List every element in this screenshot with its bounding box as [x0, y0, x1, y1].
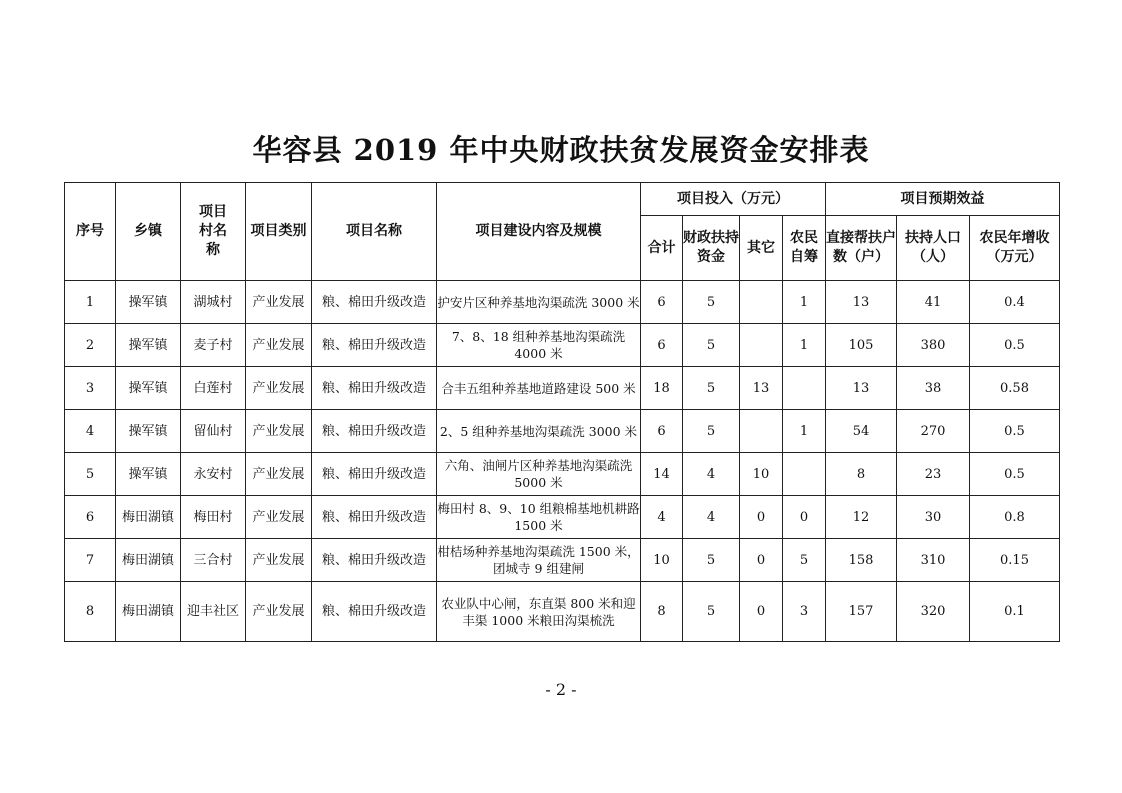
cell-fiscal: 5	[683, 367, 740, 410]
funding-table	[64, 182, 1060, 642]
cell-category: 产业发展	[246, 582, 312, 642]
header-other: 其它	[740, 216, 783, 281]
cell-seq: 1	[65, 281, 116, 324]
cell-category: 产业发展	[246, 453, 312, 496]
cell-content: 梅田村 8、9、10 组粮棉基地机耕路 1500 米	[437, 496, 641, 539]
cell-village: 白莲村	[181, 367, 246, 410]
cell-other	[740, 324, 783, 367]
header-fiscal-label: 财政扶持资金	[683, 230, 739, 265]
cell-name: 粮、棉田升级改造	[312, 453, 437, 496]
cell-total: 6	[641, 324, 683, 367]
cell-category: 产业发展	[246, 367, 312, 410]
cell-households: 12	[826, 496, 897, 539]
header-income-label: 农民年增收（万元）	[979, 230, 1050, 265]
cell-fiscal: 5	[683, 410, 740, 453]
cell-other: 13	[740, 367, 783, 410]
cell-town: 操军镇	[116, 367, 181, 410]
table-row	[65, 453, 1060, 496]
cell-village: 梅田村	[181, 496, 246, 539]
header-name: 项目名称	[312, 183, 437, 281]
header-farmer	[783, 216, 826, 281]
cell-population: 30	[897, 496, 970, 539]
cell-population: 380	[897, 324, 970, 367]
cell-category: 产业发展	[246, 539, 312, 582]
cell-name: 粮、棉田升级改造	[312, 281, 437, 324]
table-row	[65, 281, 1060, 324]
cell-population: 270	[897, 410, 970, 453]
cell-population: 320	[897, 582, 970, 642]
cell-name: 粮、棉田升级改造	[312, 410, 437, 453]
table-row	[65, 410, 1060, 453]
cell-other: 0	[740, 496, 783, 539]
cell-other: 10	[740, 453, 783, 496]
cell-total: 18	[641, 367, 683, 410]
cell-content: 六角、油闸片区种养基地沟渠疏洗 5000 米	[437, 453, 641, 496]
cell-village: 永安村	[181, 453, 246, 496]
cell-fiscal: 5	[683, 539, 740, 582]
cell-income: 0.1	[970, 582, 1060, 642]
cell-name: 粮、棉田升级改造	[312, 539, 437, 582]
cell-town: 操军镇	[116, 324, 181, 367]
cell-name: 粮、棉田升级改造	[312, 367, 437, 410]
cell-seq: 6	[65, 496, 116, 539]
header-category: 项目类别	[246, 183, 312, 281]
cell-town: 操军镇	[116, 453, 181, 496]
table-row	[65, 496, 1060, 539]
cell-total: 14	[641, 453, 683, 496]
header-population-label: 扶持人口（人）	[905, 230, 961, 265]
cell-income: 0.4	[970, 281, 1060, 324]
cell-income: 0.5	[970, 410, 1060, 453]
cell-farmer	[783, 453, 826, 496]
header-content: 项目建设内容及规模	[437, 183, 641, 281]
table-row	[65, 539, 1060, 582]
table-row	[65, 367, 1060, 410]
cell-households: 13	[826, 281, 897, 324]
cell-total: 4	[641, 496, 683, 539]
cell-total: 6	[641, 281, 683, 324]
cell-population: 23	[897, 453, 970, 496]
cell-category: 产业发展	[246, 324, 312, 367]
cell-farmer: 5	[783, 539, 826, 582]
header-benefit-group: 项目预期效益	[826, 183, 1060, 216]
cell-farmer: 3	[783, 582, 826, 642]
cell-seq: 2	[65, 324, 116, 367]
cell-seq: 7	[65, 539, 116, 582]
cell-households: 157	[826, 582, 897, 642]
cell-fiscal: 5	[683, 281, 740, 324]
cell-income: 0.58	[970, 367, 1060, 410]
cell-population: 310	[897, 539, 970, 582]
cell-population: 41	[897, 281, 970, 324]
cell-households: 13	[826, 367, 897, 410]
cell-seq: 3	[65, 367, 116, 410]
cell-content: 护安片区种养基地沟渠疏洗 3000 米	[437, 281, 641, 324]
cell-content: 农业队中心闸，东直渠 800 米和迎丰渠 1000 米粮田沟渠梳洗	[437, 582, 641, 642]
cell-farmer: 1	[783, 281, 826, 324]
cell-village: 麦子村	[181, 324, 246, 367]
cell-income: 0.8	[970, 496, 1060, 539]
cell-village: 湖城村	[181, 281, 246, 324]
header-village	[181, 183, 246, 281]
cell-name: 粮、棉田升级改造	[312, 496, 437, 539]
cell-total: 8	[641, 582, 683, 642]
cell-households: 54	[826, 410, 897, 453]
page-title: 华容县 2019 年中央财政扶贫发展资金安排表	[252, 133, 870, 167]
header-households-label: 直接帮扶户数（户）	[826, 230, 896, 265]
cell-category: 产业发展	[246, 496, 312, 539]
cell-name: 粮、棉田升级改造	[312, 324, 437, 367]
cell-village: 三合村	[181, 539, 246, 582]
cell-farmer: 0	[783, 496, 826, 539]
cell-total: 6	[641, 410, 683, 453]
header-village-label: 项目村名称	[199, 204, 227, 258]
cell-income: 0.15	[970, 539, 1060, 582]
cell-fiscal: 4	[683, 496, 740, 539]
header-total: 合计	[641, 216, 683, 281]
cell-income: 0.5	[970, 324, 1060, 367]
cell-content: 合丰五组种养基地道路建设 500 米	[437, 367, 641, 410]
cell-category: 产业发展	[246, 281, 312, 324]
table-row	[65, 324, 1060, 367]
cell-farmer: 1	[783, 410, 826, 453]
cell-farmer: 1	[783, 324, 826, 367]
cell-seq: 4	[65, 410, 116, 453]
cell-income: 0.5	[970, 453, 1060, 496]
cell-total: 10	[641, 539, 683, 582]
cell-content: 2、5 组种养基地沟渠疏洗 3000 米	[437, 410, 641, 453]
page-number: - 2 -	[545, 680, 577, 699]
cell-fiscal: 4	[683, 453, 740, 496]
cell-population: 38	[897, 367, 970, 410]
cell-seq: 5	[65, 453, 116, 496]
cell-fiscal: 5	[683, 324, 740, 367]
cell-town: 梅田湖镇	[116, 582, 181, 642]
cell-other: 0	[740, 539, 783, 582]
cell-village: 迎丰社区	[181, 582, 246, 642]
cell-town: 操军镇	[116, 410, 181, 453]
cell-town: 梅田湖镇	[116, 539, 181, 582]
cell-content: 柑桔场种养基地沟渠疏洗 1500 米，团城寺 9 组建闸	[437, 539, 641, 582]
cell-category: 产业发展	[246, 410, 312, 453]
header-population	[897, 216, 970, 281]
cell-fiscal: 5	[683, 582, 740, 642]
header-income	[970, 216, 1060, 281]
cell-village: 留仙村	[181, 410, 246, 453]
header-investment-group: 项目投入（万元）	[641, 183, 826, 216]
header-seq: 序号	[65, 183, 116, 281]
header-households	[826, 216, 897, 281]
cell-town: 梅田湖镇	[116, 496, 181, 539]
cell-farmer	[783, 367, 826, 410]
cell-households: 105	[826, 324, 897, 367]
cell-other: 0	[740, 582, 783, 642]
cell-households: 158	[826, 539, 897, 582]
header-town: 乡镇	[116, 183, 181, 281]
header-fiscal	[683, 216, 740, 281]
cell-seq: 8	[65, 582, 116, 642]
header-farmer-label: 农民自筹	[790, 230, 818, 265]
cell-name: 粮、棉田升级改造	[312, 582, 437, 642]
cell-other	[740, 410, 783, 453]
table-row	[65, 582, 1060, 642]
cell-other	[740, 281, 783, 324]
cell-households: 8	[826, 453, 897, 496]
cell-town: 操军镇	[116, 281, 181, 324]
cell-content: 7、8、18 组种养基地沟渠疏洗 4000 米	[437, 324, 641, 367]
